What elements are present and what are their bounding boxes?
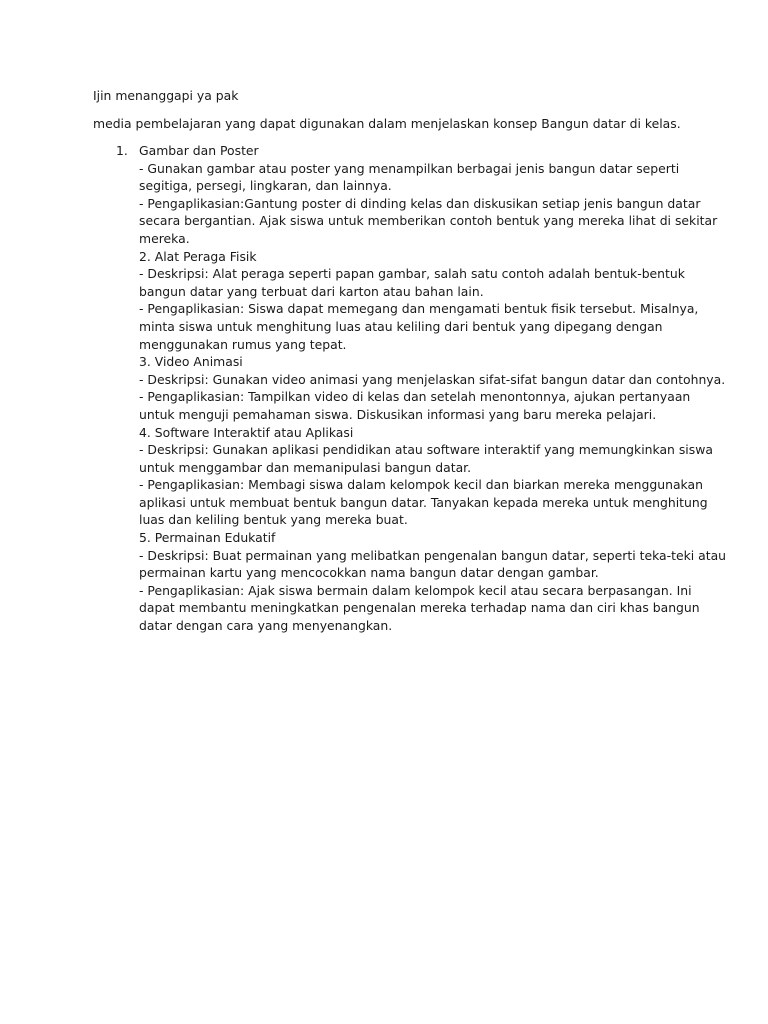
list-line: - Pengaplikasian:Gantung poster di dinding kelas dan diskusikan setiap jenis bangun datar	[139, 195, 701, 211]
list-number-marker: 1.	[116, 143, 128, 158]
list-item-body	[139, 142, 727, 635]
list-line: secara bergantian. Ajak siswa untuk memberikan contoh bentuk yang mereka lihat di sekitar	[139, 213, 718, 229]
list-line: - Pengaplikasian: Siswa dapat memegang dan mengamati bentuk fisik tersebut. Misalnya,	[139, 301, 699, 317]
list-line: - Deskripsi: Gunakan video animasi yang menjelaskan sifat-sifat bangun datar dan contohnya.	[139, 371, 726, 387]
intro-paragraph: media pembelajaran yang dapat digunakan dalam menjelaskan konsep Bangun datar di kelas.	[93, 116, 681, 131]
list-line: - Deskripsi: Alat peraga seperti papan gambar, salah satu contoh adalah bentuk-bentuk	[139, 266, 685, 282]
list-line: aplikasi untuk membuat bentuk bangun datar. Tanyakan kepada mereka untuk menghitung	[139, 494, 708, 510]
list-line: - Deskripsi: Gunakan aplikasi pendidikan atau software interaktif yang memungkinkan siswa	[139, 442, 713, 458]
list-line: 5. Permainan Edukatif	[139, 530, 276, 546]
list-line: minta siswa untuk menghitung luas atau keliling dari bentuk yang dipegang dengan	[139, 318, 663, 334]
list-line: permainan kartu yang mencocokkan nama bangun datar dengan gambar.	[139, 565, 599, 581]
list-line: luas dan keliling bentuk yang mereka buat.	[139, 512, 408, 528]
list-line: untuk menggambar dan memanipulasi bangun datar.	[139, 459, 472, 475]
list-line: 2. Alat Peraga Fisik	[139, 248, 257, 264]
list-line: - Pengaplikasian: Membagi siswa dalam kelompok kecil dan biarkan mereka menggunakan	[139, 477, 703, 493]
list-line: - Gunakan gambar atau poster yang menampilkan berbagai jenis bangun datar seperti	[139, 160, 680, 176]
list-line: mereka.	[139, 230, 190, 246]
list-line: 3. Video Animasi	[139, 354, 243, 370]
list-line: Gambar dan Poster	[139, 143, 259, 158]
list-line: menggunakan rumus yang tepat.	[139, 336, 347, 352]
list-line: bangun datar yang terbuat dari karton atau bahan lain.	[139, 283, 484, 299]
greeting-paragraph: Ijin menanggapi ya pak	[93, 88, 239, 103]
list-line: datar dengan cara yang menyenangkan.	[139, 618, 393, 634]
list-line: - Deskripsi: Buat permainan yang melibatkan pengenalan bangun datar, seperti teka-teki atau	[139, 547, 727, 563]
list-line: segitiga, persegi, lingkaran, dan lainnya.	[139, 178, 392, 194]
list-line: - Pengaplikasian: Ajak siswa bermain dalam kelompok kecil atau secara berpasangan. Ini	[139, 582, 692, 598]
list-line: 4. Software Interaktif atau Aplikasi	[139, 424, 354, 440]
list-line: untuk menguji pemahaman siswa. Diskusikan informasi yang baru mereka pelajari.	[139, 406, 657, 422]
list-line: - Pengaplikasian: Tampilkan video di kelas dan setelah menontonnya, ajukan pertanyaan	[139, 389, 691, 405]
list-line: dapat membantu meningkatkan pengenalan mereka terhadap nama dan ciri khas bangun	[139, 600, 700, 616]
